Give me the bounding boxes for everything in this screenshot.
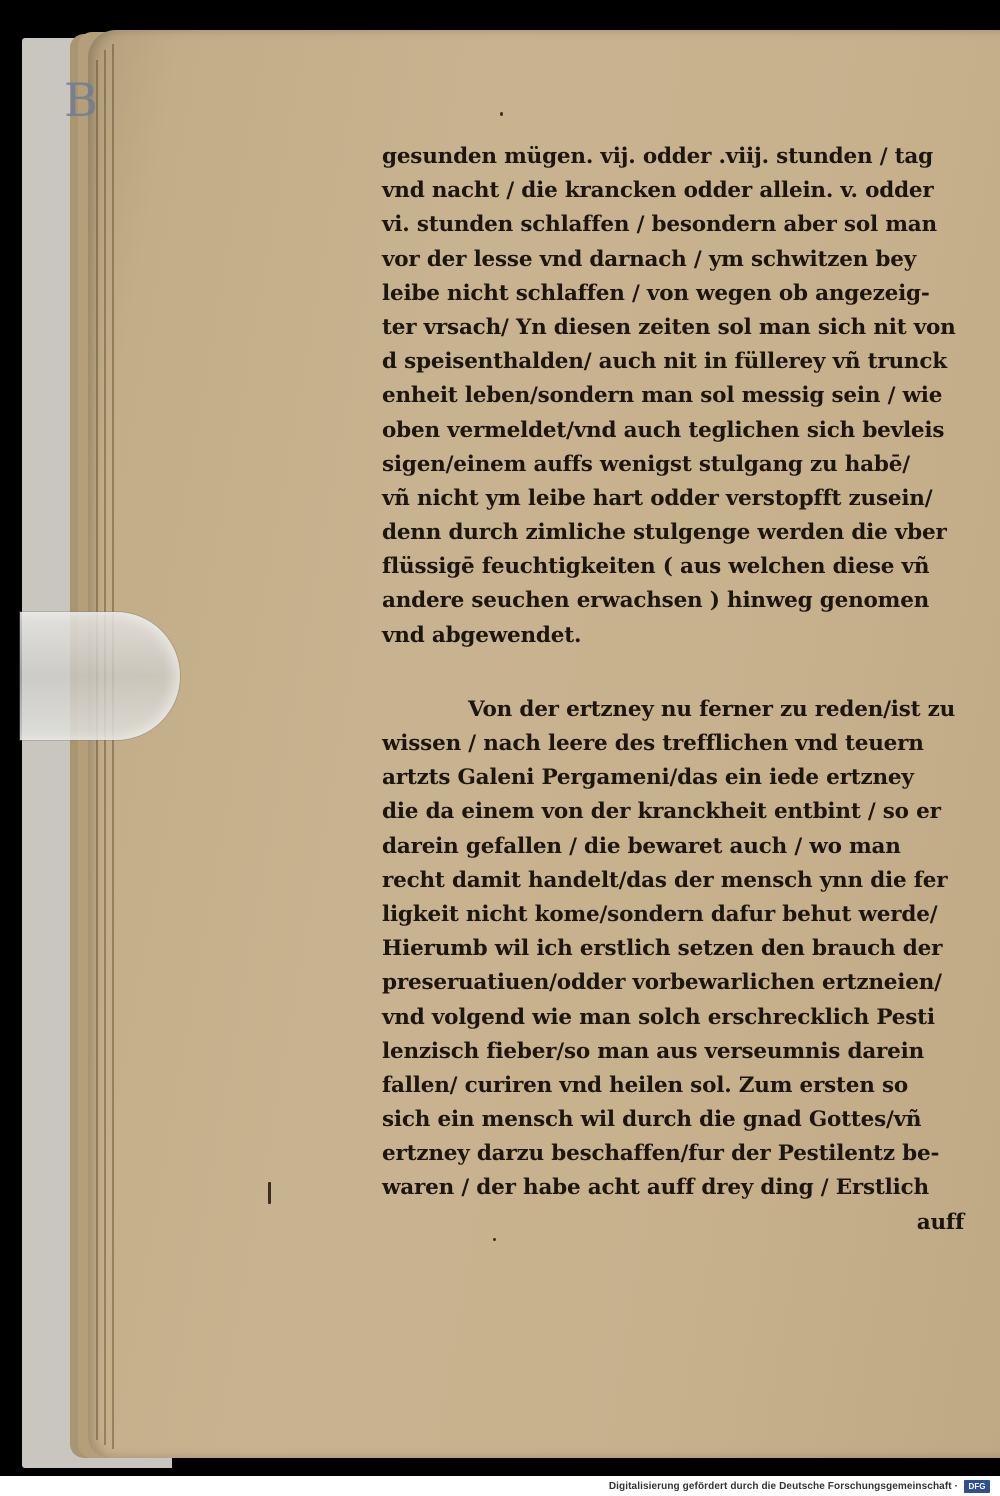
text-line: ertzney darzu beschaffen/fur der Pestilentz be- <box>382 1141 940 1167</box>
text-line: ter vrsach/ Yn diesen zeiten sol man sich nit von <box>382 314 956 340</box>
dfg-logo[interactable]: DFG <box>964 1480 990 1493</box>
funding-credit: Digitalisierung gefördert durch die Deutsche Forschungsgemeinschaft · <box>608 1480 958 1492</box>
text-line: Hierumb wil ich erstlich setzen den brauch der <box>382 936 943 962</box>
text-line: denn durch zimliche stulgenge werden die vber <box>382 520 947 546</box>
catchword: auff <box>916 1209 964 1235</box>
text-line: recht damit handelt/das der mensch ynn die fer <box>382 867 948 893</box>
text-block <box>382 140 972 1240</box>
text-line: darein gefallen / die bewaret auch / wo man <box>382 833 901 859</box>
text-line: vnd abgewendet. <box>382 622 582 648</box>
text-line: vi. stunden schlaffen / besondern aber sol man <box>382 212 937 238</box>
text-line: gesunden mügen. vij. odder .viij. stunden / tag <box>382 144 933 169</box>
text-line: vnd nacht / die krancken odder allein. v. odder <box>382 178 934 204</box>
text-line: Von der ertzney nu ferner zu reden/ist zu <box>468 696 956 722</box>
text-line: vor der lesse vnd darnach / ym schwitzen bey <box>382 246 917 272</box>
text-line: die da einem von der kranckheit entbint / so er <box>382 799 941 825</box>
text-line: oben vermeldet/vnd auch teglichen sich bevleis <box>382 417 945 443</box>
ink-speck <box>500 112 503 116</box>
text-line: waren / der habe acht auff drey ding / Erstlich <box>382 1175 929 1201</box>
text-line: sigen/einem auffs wenigst stulgang zu habē/ <box>382 451 910 477</box>
text-line: leibe nicht schlaffen / von wegen ob angezeig- <box>382 280 930 306</box>
text-line: lenzisch fieber/so man aus verseumnis darein <box>382 1038 925 1064</box>
text-line: ligkeit nicht kome/sondern dafur behut werde/ <box>382 901 938 927</box>
text-line: wissen / nach leere des trefflichen vnd teuern <box>382 731 924 756</box>
text-line: vnd volgend wie man solch erschrecklich Pesti <box>382 1004 935 1030</box>
text-line: fallen/ curiren vnd heilen sol. Zum ersten so <box>382 1072 909 1098</box>
footer-bar <box>0 1476 1000 1496</box>
text-line: enheit leben/sondern man sol messig sein / wie <box>382 383 943 409</box>
page-stack-line <box>96 60 98 1440</box>
text-line: artzts Galeni Pergameni/das ein iede ertzney <box>382 765 914 791</box>
ink-speck <box>268 1182 271 1204</box>
pencil-annotation: B <box>64 73 98 127</box>
text-line: flüssigē feuchtigkeiten ( aus welchen diese vñ <box>382 554 930 580</box>
text-line: sich ein mensch wil durch die gnad Gottes/vñ <box>382 1107 922 1133</box>
plastic-clip <box>20 612 180 740</box>
page-stack-line <box>104 50 106 1445</box>
text-line: preseruatiuen/odder vorbewarlichen ertzneien/ <box>382 970 942 996</box>
text-line: d speisenthalden/ auch nit in füllerey vñ trunck <box>382 349 947 375</box>
page-stack-line <box>112 44 114 1449</box>
text-line: andere seuchen erwachsen ) hinweg genomen <box>382 588 930 614</box>
paragraph-gap <box>382 653 972 693</box>
text-line: vñ nicht ym leibe hart odder verstopfft zusein/ <box>382 485 933 511</box>
